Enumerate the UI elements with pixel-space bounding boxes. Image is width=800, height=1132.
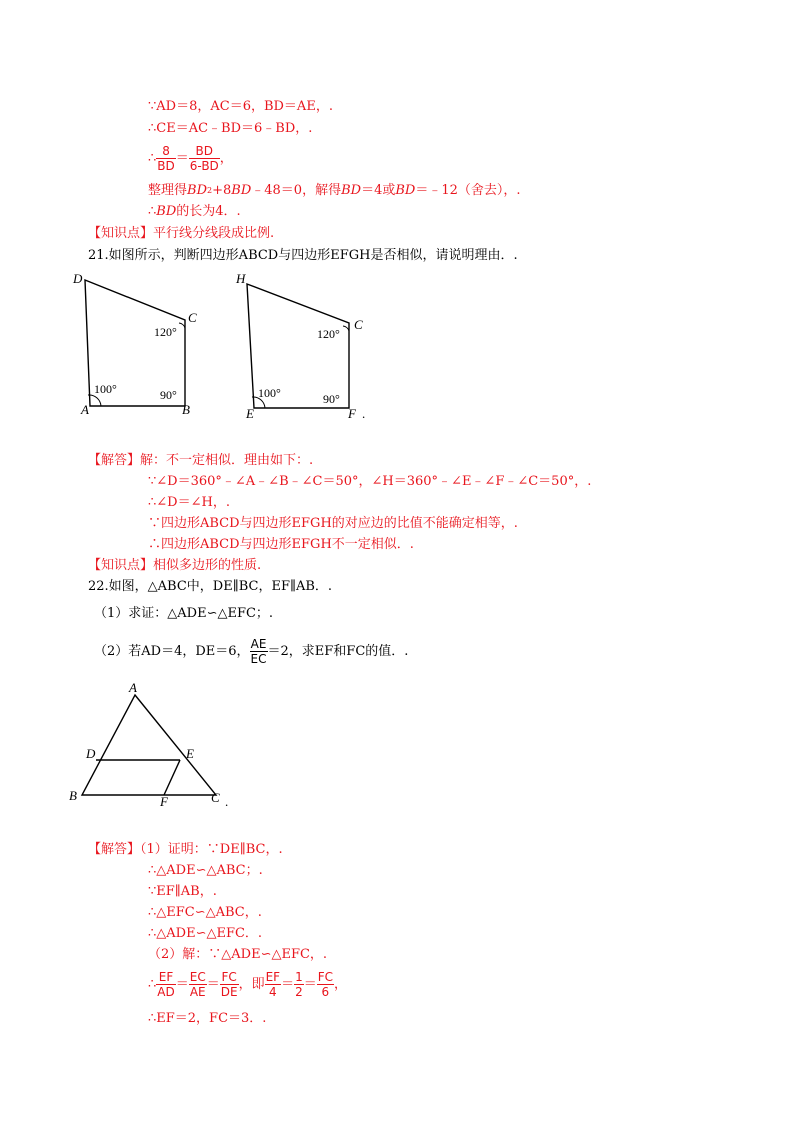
question-22: 22.如图，△ABC中，DE∥BC，EF∥AB．. — [88, 579, 333, 594]
question-21: 21.如图所示，判断四边形ABCD与四边形EFGH是否相似，请说明理由．. — [88, 248, 518, 263]
knowledge-point: 【知识点】平行线分线段成比例. — [88, 226, 275, 241]
ratio-equation: ∴ $\frac{EF}{AD}$ ＝ $\frac{EC}{AE}$ ＝ $\frac{FC}{DE}$ ，即 $\frac{EF}{4}$ ＝ $\frac{1}{2}$ ＝ $\frac{FC}{6}$ ， — [148, 970, 348, 999]
svg-text:B: B — [69, 788, 77, 803]
answer-line: ∴EF＝2，FC＝3．. — [148, 1011, 267, 1026]
answer-line: ∴△ADE∽△ABC；. — [148, 863, 263, 878]
svg-text:F: F — [160, 794, 168, 809]
svg-text:B: B — [182, 402, 190, 417]
question-22-part-2: （2）若AD＝4，DE＝6， $\frac{AE}{EC}$ ＝2，求EF和FC的值．. — [94, 637, 409, 666]
answer-line: ∴△EFC∽△ABC，. — [148, 905, 262, 920]
svg-text:A: A — [81, 402, 89, 417]
svg-text:H: H — [236, 271, 246, 286]
answer-line: ∵∠D＝360°﹣∠A﹣∠B﹣∠C＝50°，∠H＝360°﹣∠E﹣∠F﹣∠C＝50°，. — [148, 474, 592, 489]
answer-22: 【解答】（1）证明：∵DE∥BC，. — [88, 842, 283, 857]
svg-text:.: . — [362, 406, 366, 421]
svg-text:D: D — [73, 271, 83, 286]
svg-text:120°: 120° — [317, 327, 340, 341]
answer-line: ∴△ADE∽△EFC．. — [148, 926, 263, 941]
answer-line: ∵四边形ABCD与四边形EFGH的对应边的比值不能确定相等，. — [148, 516, 518, 531]
svg-text:120°: 120° — [154, 325, 177, 339]
answer-line: ∵EF∥AB，. — [148, 884, 217, 899]
svg-text:C: C — [354, 317, 363, 332]
knowledge-point: 【知识点】相似多边形的性质. — [88, 558, 262, 573]
svg-text:F: F — [348, 406, 356, 421]
svg-text:C: C — [188, 310, 197, 325]
triangle-figure — [64, 676, 244, 810]
answer-line: 整理得$BD^2+8BD﹣48=0$，解得BD＝4或BD＝﹣12（舍去），. — [148, 183, 521, 198]
svg-text:.: . — [225, 794, 229, 809]
answer-line: ∴四边形ABCD与四边形EFGH不一定相似．. — [148, 537, 414, 552]
svg-text:C: C — [211, 790, 220, 805]
figure-abcd — [72, 271, 197, 417]
svg-text:A: A — [129, 680, 137, 695]
answer-line: ∴BD的长为4．. — [148, 204, 241, 219]
svg-text:90°: 90° — [323, 392, 340, 406]
quadrilateral-figures — [68, 266, 388, 424]
answer-line: ∵AD＝8，AC＝6，BD＝AE，. — [148, 99, 333, 114]
svg-text:D: D — [86, 746, 96, 761]
svg-text:E: E — [246, 406, 254, 421]
svg-text:100°: 100° — [258, 386, 281, 400]
question-22-part-1: （1）求证：△ADE∽△EFC；. — [94, 606, 274, 621]
figure-efgh — [235, 271, 365, 421]
svg-text:100°: 100° — [94, 382, 117, 396]
answer-21: 【解答】解：不一定相似．理由如下：. — [88, 453, 314, 468]
svg-text:E: E — [186, 746, 194, 761]
ratio-equation: ∴ $\frac{8}{BD}$ ＝ $\frac{BD}{6-BD}$ ， — [148, 144, 233, 173]
svg-text:90°: 90° — [160, 388, 177, 402]
answer-line: ∴CE＝AC﹣BD＝6﹣BD，. — [148, 121, 313, 136]
answer-line: （2）解：∵△ADE∽△EFC，. — [148, 947, 328, 962]
answer-line: ∴∠D＝∠H，. — [148, 495, 230, 510]
